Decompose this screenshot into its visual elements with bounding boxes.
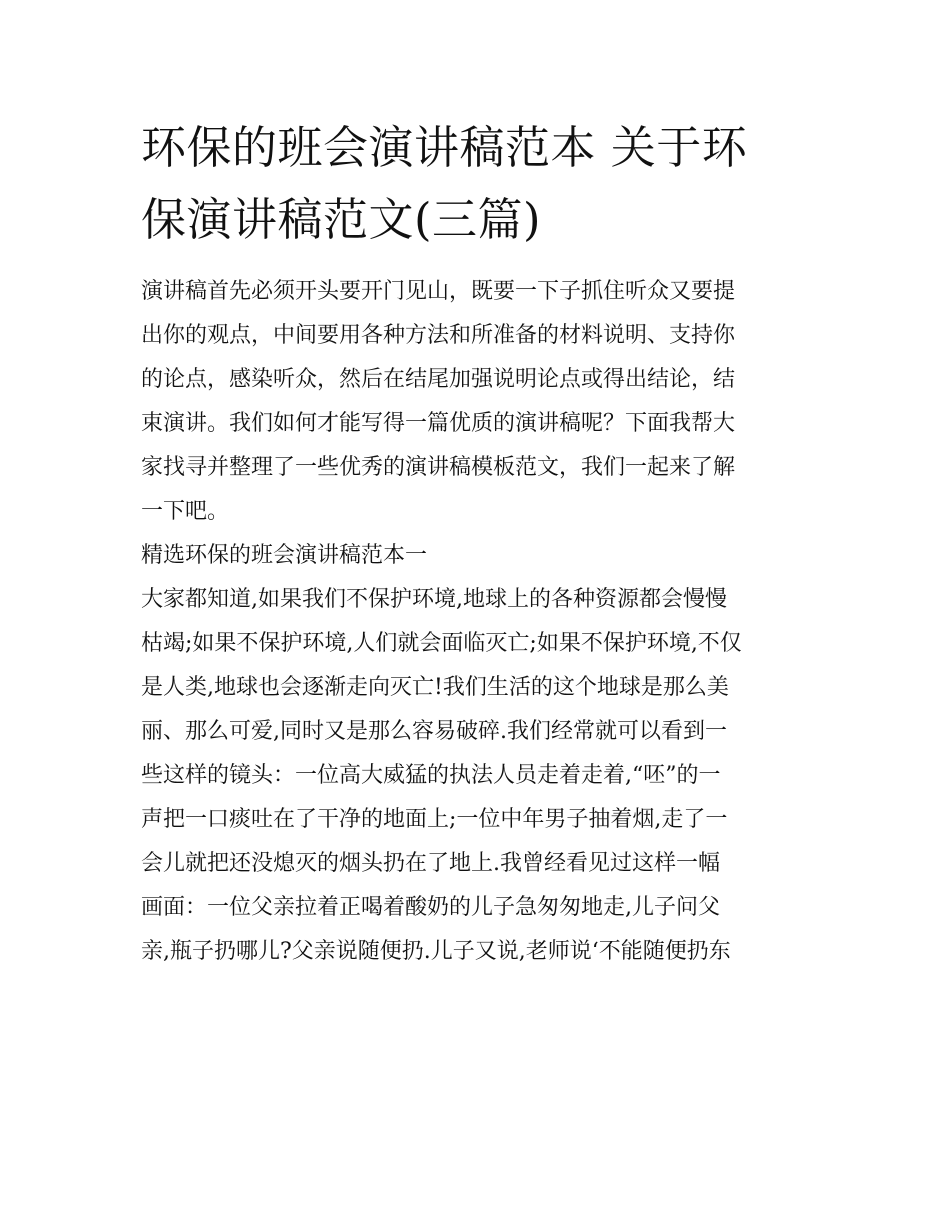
body-line: 会儿就把还没熄灭的烟头扔在了地上.我曾经看见过这样一幅 <box>141 851 720 876</box>
intro-line: 一下吧。 <box>141 499 230 524</box>
body-line: 是人类,地球也会逐渐走向灭亡!我们生活的这个地球是那么美 <box>141 675 729 700</box>
body-line: 画面：一位父亲拉着正喝着酸奶的儿子急匆匆地走,儿子问父 <box>141 895 720 920</box>
intro-line: 出你的观点，中间要用各种方法和所准备的材料说明、支持你 <box>141 323 736 348</box>
section-heading-text: 精选环保的班会演讲稿范本一 <box>141 543 428 568</box>
title-line-1: 环保的班会演讲稿范本 关于环 <box>141 121 748 174</box>
body-line: 枯竭;如果不保护环境,人们就会面临灭亡;如果不保护环境,不仅 <box>141 631 742 656</box>
intro-line: 演讲稿首先必须开头要开门见山，既要一下子抓住听众又要提 <box>141 279 736 304</box>
intro-line: 家找寻并整理了一些优秀的演讲稿模板范文，我们一起来了解 <box>141 455 736 480</box>
intro-line: 束演讲。我们如何才能写得一篇优质的演讲稿呢？下面我帮大 <box>141 411 736 436</box>
body-line: 些这样的镜头：一位高大威猛的执法人员走着走着,“呸”的一 <box>141 763 721 788</box>
intro-paragraph <box>141 270 813 534</box>
body-line: 声把一口痰吐在了干净的地面上;一位中年男子抽着烟,走了一 <box>141 807 728 832</box>
body-line: 大家都知道,如果我们不保护环境,地球上的各种资源都会慢慢 <box>141 587 727 612</box>
title-line-2: 保演讲稿范文(三篇) <box>141 193 542 246</box>
body-line: 丽、那么可爱,同时又是那么容易破碎.我们经常就可以看到一 <box>141 719 727 744</box>
intro-line: 的论点，感染听众，然后在结尾加强说明论点或得出结论，结 <box>141 367 736 392</box>
body-paragraph <box>141 578 813 974</box>
section-heading <box>141 534 813 578</box>
document-page <box>141 112 813 974</box>
body-line: 亲,瓶子扔哪儿?父亲说随便扔.儿子又说,老师说‘不能随便扔东 <box>141 939 731 964</box>
document-title <box>141 112 813 256</box>
